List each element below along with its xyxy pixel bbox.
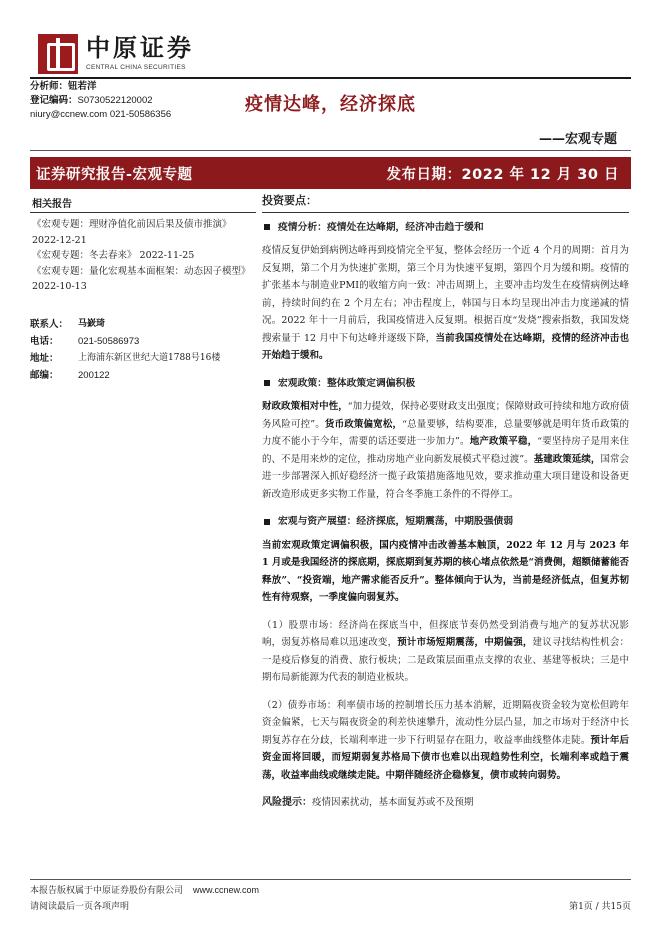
bond-market-paragraph: （2）债券市场：利率债市场的控制增长压力基本消解，近期隔夜资金较为宽松但跨年资金偏紧，七天与隔夜资金的利差快速攀升，流动性分层凸显，加之市场对于经济中长期复苏存在分歧，长端利率进一步下行明显存在阻力，收益率曲线整体走陡。预计年后资金面将回暖，而短期弱复苏格局下债市也难以出现趋势性利空，长端利率或趋于震荡，收益率曲线或继续走陡。中期伴随经济企稳修复，债市或转向弱势。 <box>262 699 629 781</box>
highlights-heading: 投资要点： <box>262 192 629 213</box>
related-item[interactable]: 《宏观专题：冬去春来》 2022-11-25 <box>32 250 195 261</box>
logo-name-cn: 中原证券 <box>86 34 194 62</box>
section-epidemic-body: 疫情反复伊始到病例达峰再到疫情完全平复，整体会经历一个近 4 个月的周期：首月为反复期，第二个月为快速扩张期，第三个月为快速平复期，第四个月为缓和期。疫情的扩张基本与制造业PMI的收缩方向一致：冲击周期上，主要冲击均发生在疫情病例达峰前，持续时间约在 2 个月左右；冲击程度上，韩国与日本均呈现出冲击力度递减的情况。2022 年十一月前后，我国疫情进入反复期。根据百度“发烧”搜索指数，我国发烧搜索量于 12 月中下旬达峰并逐级下降，当前我国疫情处在达峰期，疫情的经济冲击也开始趋于缓和。 <box>262 245 629 361</box>
section-outlook-summary: 当前宏观政策定调偏积极，国内疫情冲击改善基本触顶，2022 年 12 月与 2023 年 1 月或是我国经济的探底期，探底期到复苏期的核心堵点依然是“消费侧，超额储蓄能否释放”、“投资端，地产需求能否反升”。整体倾向于认为，当前是经济低点，但复苏韧性有待观察，一季度偏向弱复苏。 <box>262 539 629 603</box>
website-link[interactable]: www.ccnew.com <box>193 885 260 895</box>
report-subject: ——宏观专题 <box>538 132 617 147</box>
report-type: 证券研究报告-宏观专题 <box>36 166 193 183</box>
title-rule <box>30 150 631 151</box>
section-policy-title: 宏观政策：整体政策定调偏积极 <box>264 375 629 393</box>
reg-label: 登记编码： <box>30 95 78 106</box>
reg-code: S0730522120002 <box>77 95 153 106</box>
analyst-contact: niury@ccnew.com 021-50586356 <box>30 109 172 120</box>
report-title: 疫情达峰，经济探底 <box>245 94 416 115</box>
bullet-square-icon <box>264 380 270 386</box>
copyright-text: 本报告版权属于中原证券股份有限公司 <box>30 886 184 896</box>
section-epidemic-title: 疫情分析：疫情处在达峰期，经济冲击趋于缓和 <box>264 219 629 237</box>
page-number: 第1页 / 共15页 <box>569 902 631 912</box>
bullet-square-icon <box>264 224 270 230</box>
disclaimer-text: 请阅读最后一页各项声明 <box>30 902 130 912</box>
risk-warning: 风险提示：疫情因素扰动，基本面复苏或不及预期 <box>262 797 474 808</box>
investment-highlights <box>262 192 629 812</box>
section-outlook-title: 宏观与资产展望：经济探底，短期震荡，中期股强债弱 <box>264 513 629 531</box>
section-policy-body: 财政政策相对中性，“加力提效，保持必要财政支出强度；保障财政可持续和地方政府债务风险可控”。货币政策偏宽松，“总量要够，结构要准，总量要够就是明年货币政策的力度不能小于今年，需要的话还要进一步加力”。地产政策平稳，“要坚持房子是用来住的、不是用来炒的定位，推动房地产业向新发展模式平稳过渡”。基建政策延续，国常会进一步部署深入抓好稳经济一揽子政策措施落地见效，要求推动重大项目建设和设备更新改造形成更多实物工作量，符合冬季施工条件的不得停工。 <box>262 401 629 500</box>
related-item[interactable]: 《宏观专题：量化宏观基本面框架：动态因子模型》 2022-10-13 <box>32 265 251 292</box>
zip-value: 200122 <box>78 370 110 381</box>
report-banner <box>30 157 631 189</box>
phone-value: 021-50586973 <box>78 336 140 347</box>
page-footer <box>30 882 631 915</box>
contact-block <box>30 316 270 384</box>
address-label: 地址： <box>30 353 59 364</box>
address-value: 上海浦东新区世纪大道1788号16楼 <box>78 353 221 363</box>
publish-date: 发布日期：2022 年 12 月 30 日 <box>386 166 619 183</box>
related-reports <box>30 193 256 295</box>
zip-label: 邮编： <box>30 370 59 381</box>
analyst-name: 钮若洋 <box>68 81 97 92</box>
analyst-label: 分析师： <box>30 81 69 92</box>
related-item[interactable]: 《宏观专题：理财净值化前因后果及债市推演》 2022-12-21 <box>32 219 232 246</box>
company-logo <box>38 34 194 74</box>
logo-mark-icon <box>38 34 78 74</box>
footer-rule <box>30 879 631 880</box>
header-rule <box>30 77 631 79</box>
phone-label: 电话： <box>30 336 59 347</box>
logo-name-en: CENTRAL CHINA SECURITIES <box>86 64 186 71</box>
contact-person-label: 联系人： <box>30 319 69 330</box>
stock-market-paragraph: （1）股票市场：经济尚在探底当中，但探底节奏仍然受到消费与地产的复苏状况影响，弱复苏格局难以迅速改变，预计市场短期震荡，中期偏强，建议寻找结构性机会：一是疫后修复的消费、旅行板块；二是政策层面重点支撑的农业、基建等板块；三是中期布局新能源为代表的制造业板块。 <box>262 619 629 683</box>
related-heading: 相关报告 <box>30 193 256 213</box>
bullet-square-icon <box>264 519 270 525</box>
contact-person: 马嶔琦 <box>78 319 106 329</box>
